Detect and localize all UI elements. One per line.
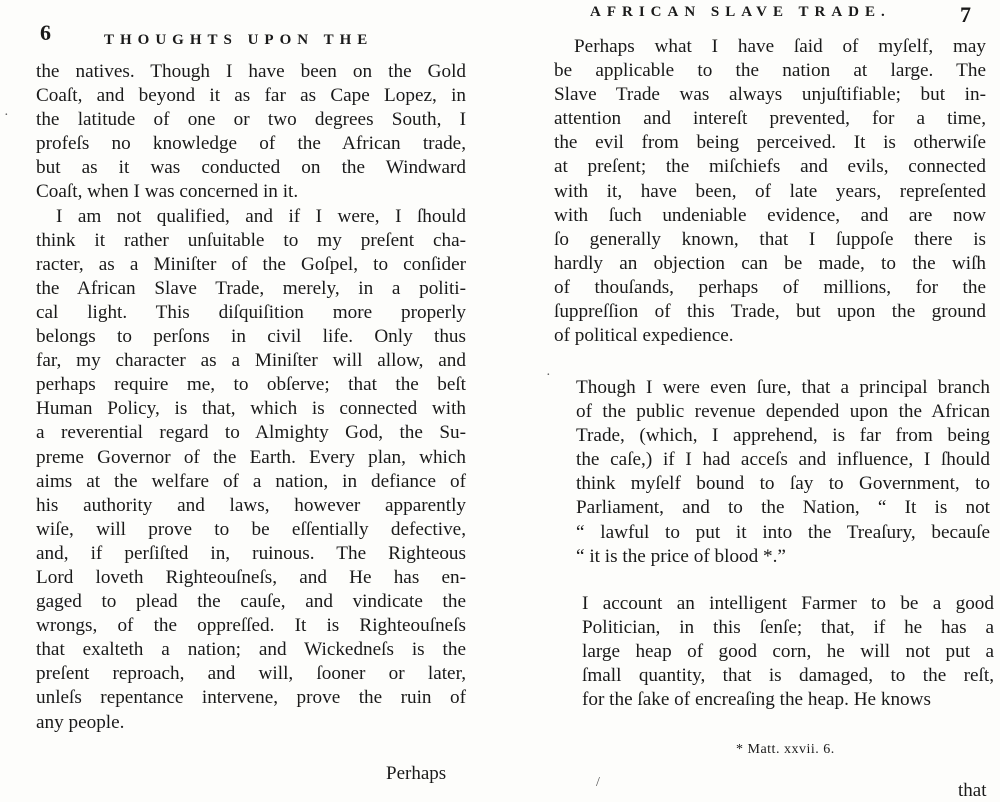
catchword: that — [958, 780, 987, 801]
text-line: the caſe,) if I had acceſs and influence, I ſhould — [576, 449, 990, 471]
right-page — [540, 0, 1000, 801]
text-line: for the ſake of encreaſing the heap. He knows — [582, 689, 931, 711]
text-line: a reverential regard to Almighty God, the Su- — [36, 422, 466, 444]
text-line: belongs to perſons in civil life. Only thus — [36, 326, 466, 348]
text-line: cal light. This diſquiſition more properly — [36, 301, 466, 323]
text-line: wiſe, will prove to be eſſentially defective, — [36, 518, 466, 540]
stray-mark: · — [546, 368, 551, 383]
text-line: be applicable to the nation at large. The — [554, 60, 986, 82]
text-line: and, if perſiſted in, ruinous. The Righteous — [36, 542, 466, 564]
paragraph-3 — [582, 592, 994, 712]
text-line: I am not qualified, and if I were, I ſhould — [56, 205, 466, 227]
text-line: Perhaps what I have ſaid of myſelf, may — [574, 36, 986, 57]
body-text — [36, 60, 466, 735]
page-number: 7 — [960, 2, 971, 27]
text-line: far, my character as a Miniſter will allow, and — [36, 350, 466, 372]
text-line: ſo generally known, that I ſuppoſe there is — [554, 228, 986, 250]
text-line: any people. — [36, 711, 125, 733]
text-line: the latitude of one or two degrees South, I — [36, 109, 466, 131]
text-line: racter, as a Miniſter of the Goſpel, to conſider — [36, 253, 466, 275]
paragraph-2 — [576, 376, 990, 569]
text-line: Trade, (which, I apprehend, is far from being — [576, 425, 990, 447]
text-line: large heap of good corn, he will not put a — [582, 641, 994, 663]
text-line: ſuppreſſion of this Trade, but upon the ground — [554, 301, 986, 323]
text-line: preme Governor of the Earth. Every plan, which — [36, 446, 466, 468]
text-line: his authority and laws, however apparently — [36, 494, 466, 516]
text-line: with it, have been, of late years, repreſented — [554, 180, 986, 202]
text-line: Coaſt, when I was concerned in it. — [36, 181, 299, 203]
text-line: Parliament, and to the Nation, “ It is not — [576, 497, 990, 519]
text-line: with ſuch undeniable evidence, and are now — [554, 204, 986, 226]
text-line: “ it is the price of blood *.” — [576, 545, 786, 567]
text-line: unleſs repentance intervene, prove the ruin of — [36, 687, 466, 709]
left-page — [0, 0, 500, 794]
text-line: at preſent; the miſchiefs and evils, connected — [554, 156, 986, 178]
text-line: that exalteth a nation; and Wickedneſs is the — [36, 639, 466, 661]
text-line: Slave Trade was always unjuſtifiable; but in- — [554, 84, 986, 106]
running-head: AFRICAN SLAVE TRADE. — [590, 4, 891, 20]
text-line: “ lawful to put it into the Treaſury, becauſe — [576, 521, 990, 543]
text-line: ſmall quantity, that is damaged, to the reſt, — [582, 665, 994, 687]
stray-mark: · — [4, 108, 9, 123]
paragraph-1 — [554, 35, 986, 348]
stray-mark: / — [596, 775, 600, 790]
text-line: hardly an objection can be made, to the wiſh — [554, 252, 986, 274]
text-line: preſent reproach, and will, ſooner or later, — [36, 663, 466, 685]
text-line: Coaſt, and beyond it as far as Cape Lopez, in — [36, 85, 466, 107]
text-line: of political expedience. — [554, 325, 734, 347]
text-line: I account an intelligent Farmer to be a good — [582, 593, 994, 614]
text-line: of the public revenue depended upon the African — [576, 401, 990, 423]
text-line: think myſelf bound to ſay to Government, to — [576, 473, 990, 495]
text-line: Politician, in this ſenſe; that, if he has a — [582, 617, 994, 639]
text-line: the evil from being perceived. It is otherwiſe — [554, 132, 986, 154]
page-number: 6 — [40, 20, 51, 45]
text-line: the African Slave Trade, merely, in a politi- — [36, 277, 466, 299]
text-line: the natives. Though I have been on the Gold — [36, 61, 466, 82]
text-line: wrongs, of the oppreſſed. It is Righteouſneſs — [36, 615, 466, 637]
text-line: Lord loveth Righteouſneſs, and He has en- — [36, 566, 466, 588]
text-line: aims at the welfare of a nation, in defiance of — [36, 470, 466, 492]
text-line: of thouſands, perhaps of millions, for the — [554, 276, 986, 298]
text-line: but as it was conducted on the Windward — [36, 157, 466, 179]
text-line: gaged to plead the cauſe, and vindicate the — [36, 591, 466, 613]
text-line: think it rather unſuitable to my preſent cha- — [36, 229, 466, 251]
text-line: perhaps require me, to obſerve; that the beſt — [36, 374, 466, 396]
catchword: Perhaps — [386, 763, 447, 784]
running-head: THOUGHTS UPON THE — [104, 32, 374, 48]
text-line: profeſs no knowledge of the African trade, — [36, 133, 466, 155]
text-line: Human Policy, is that, which is connected with — [36, 398, 466, 420]
text-line: attention and intereſt prevented, for a time, — [554, 108, 986, 130]
text-line: Though I were even ſure, that a principal branch — [576, 377, 990, 398]
footnote: * Matt. xxvii. 6. — [736, 742, 835, 757]
